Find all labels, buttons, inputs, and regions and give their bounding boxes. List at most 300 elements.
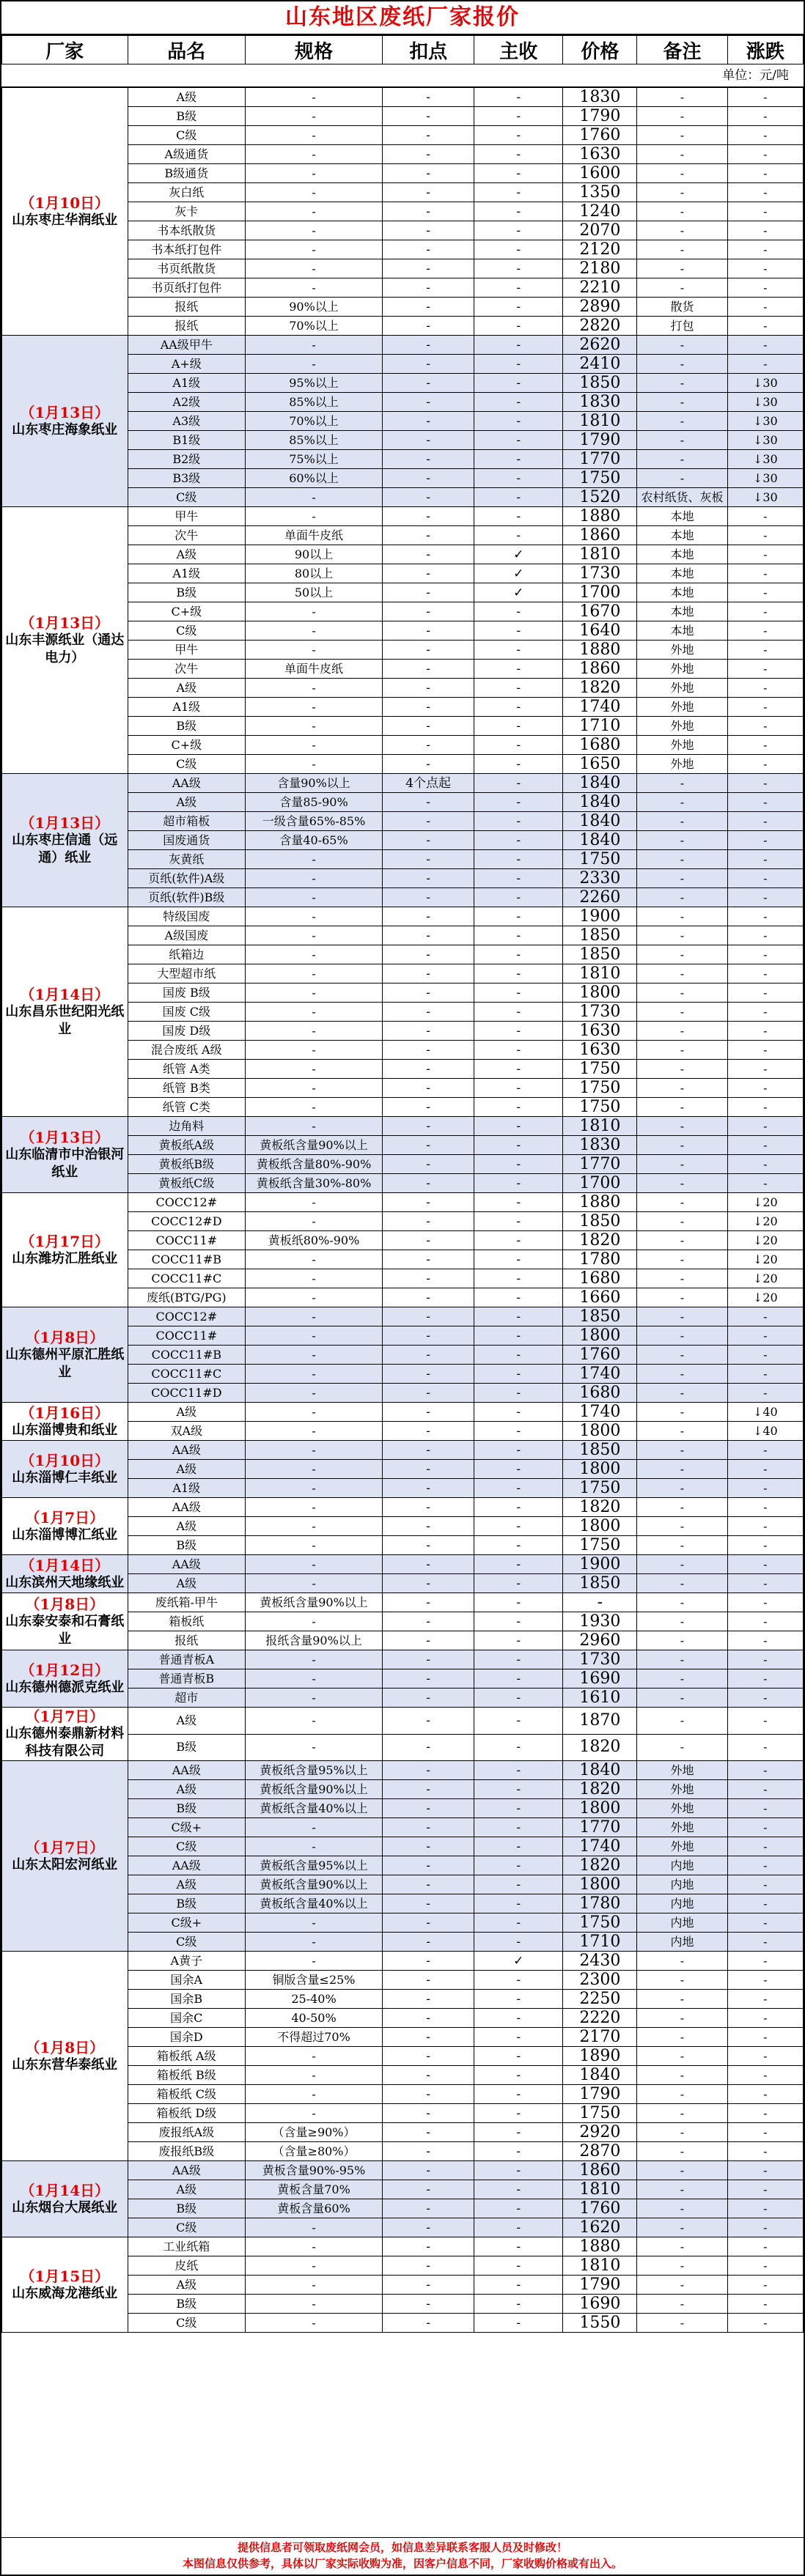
- item-deduction: -: [382, 564, 474, 583]
- item-remark: -: [637, 2180, 727, 2199]
- item-deduction: -: [382, 717, 474, 736]
- item-deduction: -: [382, 755, 474, 774]
- item-remark: -: [637, 259, 727, 278]
- factory-name: 山东威海龙港纸业: [12, 2285, 118, 2301]
- item-remark: -: [637, 774, 727, 793]
- factory-cell: [2, 907, 128, 1117]
- table-row: [2, 1650, 804, 1669]
- item-name: A级: [128, 1780, 246, 1799]
- item-price: 1740: [563, 1403, 637, 1422]
- item-name: AA级甲牛: [128, 336, 246, 355]
- item-main: -: [474, 1174, 563, 1193]
- item-price: 1850: [563, 1441, 637, 1460]
- item-name: A级: [128, 1460, 246, 1479]
- item-change: -: [727, 107, 803, 126]
- item-main: ✓: [474, 564, 563, 583]
- item-change: -: [727, 1799, 803, 1818]
- item-deduction: -: [382, 2123, 474, 2142]
- factory-cell: [2, 2161, 128, 2237]
- item-deduction: -: [382, 2047, 474, 2066]
- item-change: -: [727, 1971, 803, 1990]
- item-remark: -: [637, 2085, 727, 2104]
- item-spec: （含量≥80%）: [246, 2142, 383, 2161]
- item-deduction: -: [382, 1971, 474, 1990]
- item-main: -: [474, 1079, 563, 1098]
- item-spec: -: [246, 983, 383, 1003]
- item-remark: -: [637, 907, 727, 926]
- item-deduction: -: [382, 1326, 474, 1346]
- item-main: -: [474, 869, 563, 888]
- item-remark: -: [637, 1231, 727, 1250]
- item-deduction: -: [382, 621, 474, 641]
- item-deduction: -: [382, 660, 474, 679]
- item-price: 1810: [563, 412, 637, 431]
- item-main: -: [474, 2237, 563, 2256]
- item-change: -: [727, 1933, 803, 1952]
- item-deduction: -: [382, 1761, 474, 1780]
- item-deduction: -: [382, 1460, 474, 1479]
- item-remark: -: [637, 888, 727, 907]
- item-main: -: [474, 621, 563, 641]
- item-name: 页纸(软件)B级: [128, 888, 246, 907]
- item-change: ↓20: [727, 1269, 803, 1288]
- factory-date: （1月10日）: [20, 1451, 110, 1469]
- item-spec: -: [246, 2314, 383, 2333]
- item-price: 2180: [563, 259, 637, 278]
- item-change: -: [727, 1818, 803, 1837]
- header-main: 主收: [474, 36, 563, 64]
- item-name: A级: [128, 1875, 246, 1894]
- item-main: -: [474, 1460, 563, 1479]
- factory-name: 山东枣庄信通（远通）纸业: [12, 832, 118, 866]
- item-deduction: -: [382, 907, 474, 926]
- item-deduction: -: [382, 450, 474, 469]
- item-remark: -: [637, 2123, 727, 2142]
- table-row: [2, 907, 804, 926]
- item-price: 2250: [563, 1990, 637, 2009]
- item-main: -: [474, 2218, 563, 2237]
- item-main: -: [474, 1593, 563, 1612]
- item-main: -: [474, 298, 563, 317]
- item-main: -: [474, 1933, 563, 1952]
- item-spec: -: [246, 1403, 383, 1422]
- item-remark: 本地: [637, 526, 727, 545]
- item-deduction: -: [382, 1231, 474, 1250]
- item-main: -: [474, 1913, 563, 1933]
- item-change: -: [727, 736, 803, 755]
- table-row: [2, 1193, 804, 1212]
- item-remark: 外地: [637, 1761, 727, 1780]
- item-name: 黄板纸C级: [128, 1174, 246, 1193]
- item-remark: -: [637, 1346, 727, 1365]
- table-row: [2, 1117, 804, 1136]
- item-main: -: [474, 2295, 563, 2314]
- item-price: 1680: [563, 1269, 637, 1288]
- item-change: -: [727, 1060, 803, 1079]
- item-spec: 黄板纸含量95%以上: [246, 1856, 383, 1875]
- factory-cell: [2, 2237, 128, 2333]
- item-deduction: -: [382, 869, 474, 888]
- item-main: -: [474, 1734, 563, 1761]
- factory-cell: [2, 1761, 128, 1952]
- item-name: A级: [128, 2276, 246, 2295]
- item-change: -: [727, 1307, 803, 1326]
- item-deduction: -: [382, 1952, 474, 1971]
- table-row: [2, 1593, 804, 1612]
- item-remark: -: [637, 1498, 727, 1517]
- item-name: 纸管 B类: [128, 1079, 246, 1098]
- item-spec: -: [246, 278, 383, 298]
- item-change: -: [727, 88, 803, 107]
- item-price: 1850: [563, 1307, 637, 1326]
- item-spec: -: [246, 1269, 383, 1288]
- item-spec: -: [246, 869, 383, 888]
- item-remark: -: [637, 1612, 727, 1631]
- item-deduction: -: [382, 2009, 474, 2028]
- item-change: -: [727, 755, 803, 774]
- item-price: 1750: [563, 1913, 637, 1933]
- item-main: -: [474, 1269, 563, 1288]
- item-change: -: [727, 1650, 803, 1669]
- item-spec: -: [246, 602, 383, 621]
- item-remark: 本地: [637, 564, 727, 583]
- item-remark: -: [637, 2199, 727, 2218]
- item-remark: 内地: [637, 1913, 727, 1933]
- item-remark: -: [637, 964, 727, 983]
- item-remark: -: [637, 1403, 727, 1422]
- item-spec: -: [246, 1346, 383, 1365]
- item-remark: -: [637, 1536, 727, 1555]
- item-main: -: [474, 812, 563, 831]
- item-main: -: [474, 1060, 563, 1079]
- item-change: ↓20: [727, 1212, 803, 1231]
- item-price: 2070: [563, 221, 637, 240]
- item-spec: -: [246, 1060, 383, 1079]
- item-remark: -: [637, 2009, 727, 2028]
- item-remark: -: [637, 1365, 727, 1384]
- item-spec: 铜版含量≤25%: [246, 1971, 383, 1990]
- item-price: 1850: [563, 374, 637, 393]
- item-price: 1680: [563, 736, 637, 755]
- item-remark: -: [637, 2066, 727, 2085]
- item-main: -: [474, 983, 563, 1003]
- item-deduction: -: [382, 2066, 474, 2085]
- item-name: 甲牛: [128, 507, 246, 526]
- item-change: -: [727, 793, 803, 812]
- item-price: 1820: [563, 1780, 637, 1799]
- header-deduction: 扣点: [382, 36, 474, 64]
- item-deduction: -: [382, 1689, 474, 1708]
- item-change: -: [727, 1479, 803, 1498]
- item-main: -: [474, 926, 563, 945]
- item-main: -: [474, 1761, 563, 1780]
- item-spec: -: [246, 1574, 383, 1593]
- item-main: -: [474, 1971, 563, 1990]
- item-deduction: -: [382, 164, 474, 183]
- item-main: -: [474, 831, 563, 850]
- item-change: -: [727, 717, 803, 736]
- item-main: -: [474, 107, 563, 126]
- item-remark: -: [637, 202, 727, 221]
- item-spec: -: [246, 888, 383, 907]
- item-deduction: -: [382, 1441, 474, 1460]
- item-change: -: [727, 1952, 803, 1971]
- item-deduction: -: [382, 888, 474, 907]
- item-name: B级: [128, 583, 246, 602]
- item-name: 废报纸B级: [128, 2142, 246, 2161]
- item-name: 国废 B级: [128, 983, 246, 1003]
- item-change: -: [727, 202, 803, 221]
- item-remark: 本地: [637, 583, 727, 602]
- item-price: 1630: [563, 145, 637, 164]
- unit-label: 单位：元/吨: [1, 64, 804, 87]
- item-spec: -: [246, 1952, 383, 1971]
- item-change: ↓20: [727, 1193, 803, 1212]
- item-remark: -: [637, 145, 727, 164]
- item-price: 1740: [563, 698, 637, 717]
- item-spec: -: [246, 1517, 383, 1536]
- item-main: -: [474, 945, 563, 964]
- item-remark: -: [637, 1155, 727, 1174]
- item-price: 1640: [563, 621, 637, 641]
- item-change: -: [727, 926, 803, 945]
- item-name: 灰卡: [128, 202, 246, 221]
- item-spec: 黄板含量60%: [246, 2199, 383, 2218]
- factory-date: （1月16日）: [20, 1403, 110, 1422]
- item-price: -: [563, 1593, 637, 1612]
- item-name: C+级: [128, 736, 246, 755]
- item-change: -: [727, 1346, 803, 1365]
- item-remark: -: [637, 1307, 727, 1326]
- item-main: -: [474, 2123, 563, 2142]
- item-remark: -: [637, 88, 727, 107]
- item-main: -: [474, 1650, 563, 1669]
- item-price: 1820: [563, 679, 637, 698]
- item-name: C级: [128, 126, 246, 145]
- factory-name: 山东昌乐世纪阳光纸业: [5, 1003, 125, 1037]
- item-price: 1810: [563, 964, 637, 983]
- item-change: -: [727, 2180, 803, 2199]
- item-deduction: -: [382, 431, 474, 450]
- item-main: -: [474, 183, 563, 202]
- item-price: 1820: [563, 1231, 637, 1250]
- item-price: 1710: [563, 717, 637, 736]
- table-row: [2, 1403, 804, 1422]
- factory-name: 山东枣庄海象纸业: [12, 421, 118, 438]
- item-main: -: [474, 2085, 563, 2104]
- item-price: 1850: [563, 1574, 637, 1593]
- item-change: -: [727, 2256, 803, 2276]
- item-main: -: [474, 660, 563, 679]
- item-deduction: -: [382, 1498, 474, 1517]
- item-change: -: [727, 1536, 803, 1555]
- item-spec: -: [246, 488, 383, 507]
- factory-date: （1月8日）: [25, 1595, 105, 1613]
- item-deduction: -: [382, 488, 474, 507]
- item-change: -: [727, 1689, 803, 1708]
- item-name: AA级: [128, 1441, 246, 1460]
- item-main: -: [474, 1117, 563, 1136]
- table-row: [2, 336, 804, 355]
- item-price: 1830: [563, 1136, 637, 1155]
- item-main: -: [474, 907, 563, 926]
- item-deduction: -: [382, 336, 474, 355]
- item-name: AA级: [128, 1856, 246, 1875]
- item-spec: 黄板含量90%-95%: [246, 2161, 383, 2180]
- table-row: [2, 1498, 804, 1517]
- item-main: -: [474, 336, 563, 355]
- item-deduction: -: [382, 1288, 474, 1307]
- item-remark: 内地: [637, 1875, 727, 1894]
- item-main: -: [474, 1799, 563, 1818]
- item-deduction: -: [382, 259, 474, 278]
- factory-cell: [2, 1555, 128, 1593]
- item-name: 国余C: [128, 2009, 246, 2028]
- item-price: 2220: [563, 2009, 637, 2028]
- item-change: -: [727, 1384, 803, 1403]
- item-price: 1630: [563, 1041, 637, 1060]
- item-main: -: [474, 1250, 563, 1269]
- item-spec: -: [246, 183, 383, 202]
- item-price: 1690: [563, 2295, 637, 2314]
- item-remark: -: [637, 107, 727, 126]
- factory-date: （1月13日）: [20, 1128, 110, 1146]
- item-deduction: -: [382, 1365, 474, 1384]
- item-spec: 黄板纸含量40%以上: [246, 1799, 383, 1818]
- item-main: -: [474, 1022, 563, 1041]
- item-name: 报纸: [128, 298, 246, 317]
- item-name: 次牛: [128, 526, 246, 545]
- item-price: 1800: [563, 983, 637, 1003]
- item-price: 1620: [563, 2218, 637, 2237]
- table-row: [2, 1761, 804, 1780]
- item-remark: -: [637, 1517, 727, 1536]
- item-remark: 外地: [637, 717, 727, 736]
- item-change: -: [727, 240, 803, 259]
- header-price: 价格: [563, 36, 637, 64]
- item-spec: -: [246, 641, 383, 660]
- item-main: -: [474, 850, 563, 869]
- item-price: 1750: [563, 2104, 637, 2123]
- item-change: -: [727, 641, 803, 660]
- item-remark: 本地: [637, 507, 727, 526]
- item-price: 1750: [563, 850, 637, 869]
- item-main: -: [474, 2142, 563, 2161]
- item-name: 甲牛: [128, 641, 246, 660]
- item-name: 灰黄纸: [128, 850, 246, 869]
- item-remark: -: [637, 1574, 727, 1593]
- item-name: C级: [128, 1933, 246, 1952]
- item-main: -: [474, 240, 563, 259]
- factory-name: 山东淄博博汇纸业: [12, 1527, 118, 1543]
- item-main: -: [474, 1003, 563, 1022]
- item-main: -: [474, 450, 563, 469]
- item-remark: 打包: [637, 317, 727, 336]
- item-name: 国废 D级: [128, 1022, 246, 1041]
- item-change: ↓30: [727, 450, 803, 469]
- item-change: -: [727, 1612, 803, 1631]
- item-price: 1520: [563, 488, 637, 507]
- item-main: -: [474, 431, 563, 450]
- item-price: 1810: [563, 2256, 637, 2276]
- factory-cell: [2, 1708, 128, 1761]
- item-change: -: [727, 812, 803, 831]
- item-name: 国余D: [128, 2028, 246, 2047]
- item-price: 1240: [563, 202, 637, 221]
- item-spec: -: [246, 1307, 383, 1326]
- item-main: -: [474, 221, 563, 240]
- factory-date: （1月10日）: [20, 193, 110, 212]
- item-change: ↓20: [727, 1250, 803, 1269]
- item-remark: -: [637, 1098, 727, 1117]
- item-spec: 黄板纸含量95%以上: [246, 1761, 383, 1780]
- item-main: -: [474, 1326, 563, 1346]
- item-remark: -: [637, 1022, 727, 1041]
- item-deduction: -: [382, 526, 474, 545]
- item-spec: 黄板纸含量80%-90%: [246, 1155, 383, 1174]
- item-name: COCC11#: [128, 1326, 246, 1346]
- item-remark: -: [637, 1734, 727, 1761]
- item-change: -: [727, 317, 803, 336]
- item-change: -: [727, 1856, 803, 1875]
- item-spec: 含量90%以上: [246, 774, 383, 793]
- item-spec: -: [246, 126, 383, 145]
- item-main: -: [474, 2009, 563, 2028]
- item-remark: -: [637, 1193, 727, 1212]
- item-change: -: [727, 1365, 803, 1384]
- item-price: 2960: [563, 1631, 637, 1650]
- item-main: -: [474, 355, 563, 374]
- item-deduction: -: [382, 317, 474, 336]
- item-spec: -: [246, 1288, 383, 1307]
- item-name: 普通青板A: [128, 1650, 246, 1669]
- item-name: A级: [128, 545, 246, 564]
- item-name: AA级: [128, 1761, 246, 1780]
- item-price: 1880: [563, 507, 637, 526]
- item-deduction: -: [382, 1117, 474, 1136]
- item-change: -: [727, 2047, 803, 2066]
- factory-date: （1月14日）: [20, 1556, 110, 1574]
- table-row: [2, 1952, 804, 1971]
- item-deduction: -: [382, 1422, 474, 1441]
- item-change: -: [727, 545, 803, 564]
- factory-date: （1月8日）: [25, 2038, 105, 2056]
- item-remark: 本地: [637, 621, 727, 641]
- item-main: -: [474, 2199, 563, 2218]
- item-remark: -: [637, 869, 727, 888]
- item-name: 书页纸散货: [128, 259, 246, 278]
- item-name: A黄子: [128, 1952, 246, 1971]
- factory-name: 山东东营华泰纸业: [12, 2056, 118, 2073]
- item-remark: -: [637, 469, 727, 488]
- item-remark: 外地: [637, 1780, 727, 1799]
- header-spec: 规格: [246, 36, 383, 64]
- item-name: COCC11#C: [128, 1269, 246, 1288]
- item-main: -: [474, 278, 563, 298]
- item-remark: -: [637, 831, 727, 850]
- item-remark: 外地: [637, 1799, 727, 1818]
- factory-date: （1月8日）: [25, 1328, 105, 1346]
- item-change: -: [727, 1875, 803, 1894]
- item-main: -: [474, 1780, 563, 1799]
- item-name: C级: [128, 621, 246, 641]
- item-spec: -: [246, 2104, 383, 2123]
- item-price: 1780: [563, 1894, 637, 1913]
- item-name: C级: [128, 2218, 246, 2237]
- item-price: 1750: [563, 1079, 637, 1098]
- item-spec: 70%以上: [246, 412, 383, 431]
- item-remark: -: [637, 1079, 727, 1098]
